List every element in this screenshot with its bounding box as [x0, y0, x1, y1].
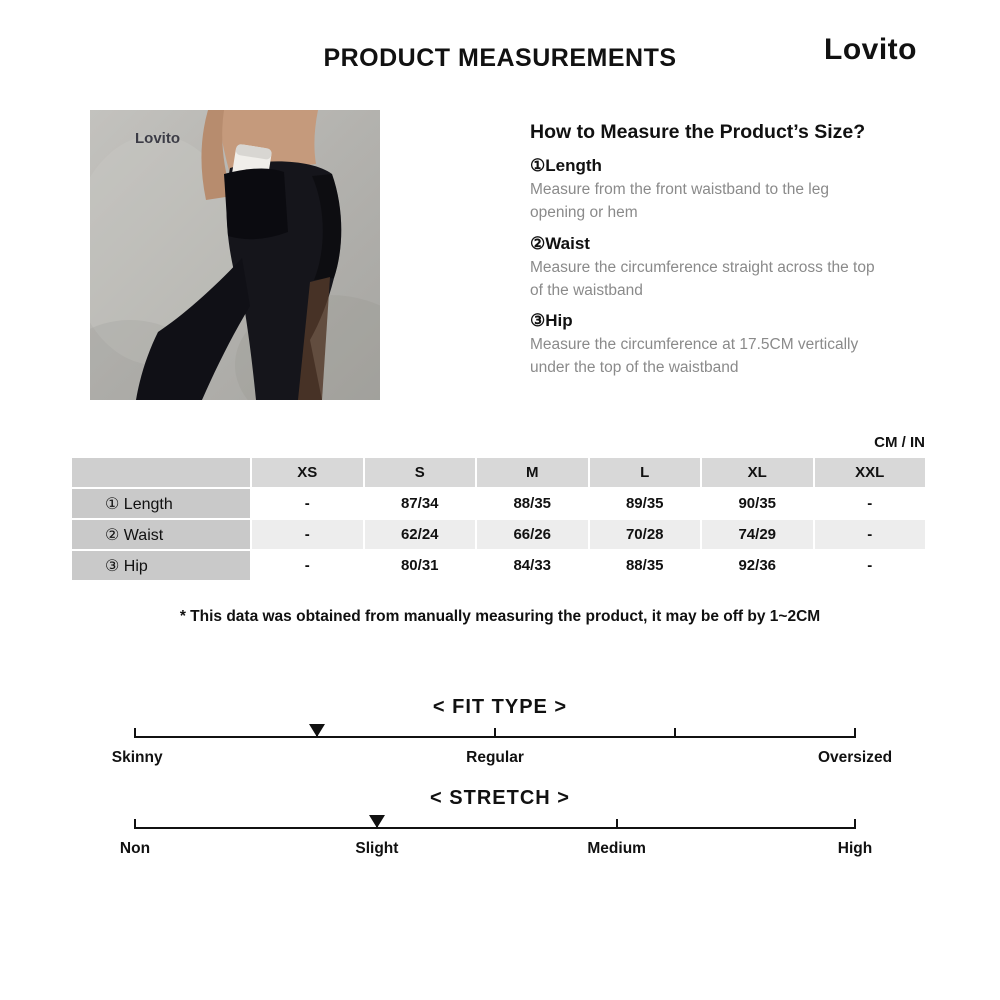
table-corner-cell: [72, 458, 250, 487]
stretch-marker: [369, 815, 385, 828]
length-xl: 90/35: [702, 489, 813, 518]
waist-xl: 74/29: [702, 520, 813, 549]
hip-xxl: -: [815, 551, 926, 580]
waist-s: 62/24: [365, 520, 476, 549]
hip-m: 84/33: [477, 551, 588, 580]
length-m: 88/35: [477, 489, 588, 518]
how-to-measure-section: [530, 121, 932, 380]
size-col-header-s: S: [365, 458, 476, 487]
side-pocket: [224, 168, 288, 239]
measure-item-length: [530, 156, 932, 225]
fit-type-label-regular: Regular: [466, 749, 524, 766]
size-table: [72, 458, 925, 580]
leggings-photo-illustration: [90, 110, 380, 400]
size-col-header-xl: XL: [702, 458, 813, 487]
size-col-header-xxl: XXL: [815, 458, 926, 487]
measurement-disclaimer: * This data was obtained from manually measuring the product, it may be off by 1~2CM: [179, 608, 821, 625]
page-title: PRODUCT MEASUREMENTS: [323, 44, 677, 72]
hip-s: 80/31: [365, 551, 476, 580]
fit-type-labels: [111, 749, 893, 771]
row-label-hip: ③ Hip: [72, 551, 250, 580]
tick: [134, 819, 136, 829]
stretch-labels: [119, 840, 873, 862]
length-l: 89/35: [590, 489, 701, 518]
waist-m: 66/26: [477, 520, 588, 549]
unit-label: CM / IN: [874, 434, 925, 451]
stretch-track: [135, 827, 855, 829]
measure-item-length-desc: Measure from the front waistband to the leg opening or hem: [530, 181, 829, 222]
waist-xxl: -: [815, 520, 926, 549]
row-label-waist: ② Waist: [72, 520, 250, 549]
how-to-measure-title: How to Measure the Product’s Size?: [530, 121, 866, 143]
length-xs: -: [252, 489, 363, 518]
size-col-header-m: M: [477, 458, 588, 487]
tick: [674, 728, 676, 738]
measure-item-hip: [530, 311, 932, 380]
photo-watermark: Lovito: [135, 130, 180, 147]
fit-type-label-oversized: Oversized: [817, 749, 893, 766]
stretch-label-medium: Medium: [587, 840, 646, 857]
stretch-label-slight: Slight: [355, 840, 399, 857]
size-col-header-l: L: [590, 458, 701, 487]
tick: [134, 728, 136, 738]
fit-type-scale: [0, 696, 1000, 782]
waist-xs: -: [252, 520, 363, 549]
measure-item-length-label: ①Length: [530, 156, 602, 175]
measure-item-hip-label: ③Hip: [530, 311, 573, 330]
brand-logo: Lovito: [824, 33, 917, 66]
fit-type-title: < FIT TYPE >: [432, 696, 568, 718]
stretch-label-high: High: [837, 840, 873, 857]
measure-item-hip-desc: Measure the circumference at 17.5CM vertically under the top of the waistband: [530, 336, 859, 377]
length-xxl: -: [815, 489, 926, 518]
stretch-scale: [0, 787, 1000, 873]
measure-item-waist: [530, 234, 932, 303]
fit-type-marker: [309, 724, 325, 737]
length-s: 87/34: [365, 489, 476, 518]
tick: [854, 819, 856, 829]
hip-xl: 92/36: [702, 551, 813, 580]
tick: [494, 728, 496, 738]
tick: [854, 728, 856, 738]
hip-l: 88/35: [590, 551, 701, 580]
tick: [616, 819, 618, 829]
fit-type-track: [135, 736, 855, 738]
size-col-header-xs: XS: [252, 458, 363, 487]
product-photo: [90, 110, 380, 400]
stretch-label-non: Non: [119, 840, 151, 857]
measure-item-waist-desc: Measure the circumference straight across the top of the waistband: [530, 258, 875, 299]
waist-l: 70/28: [590, 520, 701, 549]
hip-xs: -: [252, 551, 363, 580]
measure-item-waist-label: ②Waist: [530, 233, 590, 253]
stretch-title: < STRETCH >: [430, 787, 570, 809]
row-label-length: ① Length: [72, 489, 250, 518]
fit-type-label-skinny: Skinny: [111, 749, 163, 766]
